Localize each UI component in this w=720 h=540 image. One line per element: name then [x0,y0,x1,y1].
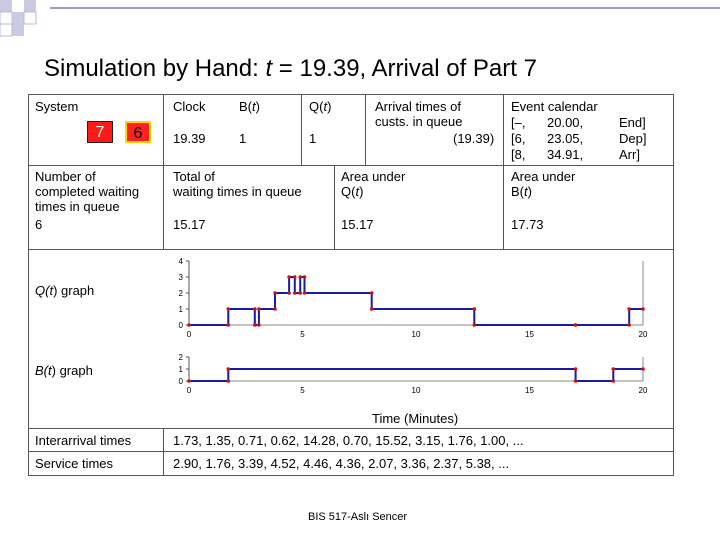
event-row-2-a: [6, [511,131,526,146]
bt-value: 1 [239,131,247,146]
event-calendar-label: Event calendar [511,99,598,114]
data-point [627,307,631,311]
system-label: System [35,99,79,114]
event-row-3-b: 34.91, [547,147,584,162]
data-point [574,367,578,371]
service-label: Service times [35,456,114,471]
service-values: 2.90, 1.76, 3.39, 4.52, 4.46, 4.36, 2.07, 3.36, 2.37, 5.38, ... [173,456,510,471]
y-tick-label: 0 [178,321,183,330]
data-point [287,275,291,279]
x-tick-label: 20 [638,386,648,395]
data-point [187,323,191,327]
y-tick-label: 1 [178,365,183,374]
q-graph-label: Q(t) graph [35,283,95,298]
x-tick-label: 0 [186,386,192,395]
data-point [257,307,261,311]
event-row-1-b: 20.00, [547,115,584,130]
data-point [473,307,477,311]
arrival-label-1: Arrival times of [375,99,461,114]
x-tick-label: 15 [525,330,534,339]
data-point [293,291,297,295]
system-part-yellow: 6 [125,121,151,143]
event-row-2-b: 23.05, [547,131,584,146]
data-point [253,307,257,311]
data-point [287,291,291,295]
data-point [293,275,297,279]
clock-value: 19.39 [173,131,206,146]
data-point [303,275,307,279]
event-row-2-c: Dep] [619,131,647,146]
event-row-1-c: End] [619,115,646,130]
interarrival-label: Interarrival times [35,433,132,448]
data-point [298,275,302,279]
x-tick-label: 10 [411,330,421,339]
data-point [253,323,257,327]
data-point [273,307,277,311]
data-point [370,307,374,311]
data-point [641,307,645,311]
y-tick-label: 4 [178,257,183,266]
clock-label: Clock [173,99,206,114]
x-tick-label: 10 [411,386,421,395]
q-graph [173,255,673,337]
data-point [226,323,230,327]
completed-label-2: completed waiting [35,184,140,199]
area-b-value: 17.73 [511,217,544,232]
x-tick-label: 20 [638,330,648,339]
event-row-3-a: [8, [511,147,526,162]
y-tick-label: 0 [178,377,183,386]
y-tick-label: 2 [178,289,183,298]
series-line [189,277,643,325]
data-point [298,291,302,295]
data-point [473,323,477,327]
event-row-3-c: Arr] [619,147,640,162]
data-point [226,367,230,371]
completed-label-3: times in queue [35,199,120,214]
data-point [574,323,578,327]
data-point [226,379,230,383]
area-b-label-1: Area under [511,169,576,184]
data-point [574,379,578,383]
completed-label-1: Number of [35,169,96,184]
x-tick-label: 5 [300,330,305,339]
system-part-red: 7 [87,121,113,143]
bt-label: B(t) [239,99,260,114]
area-q-value: 15.17 [341,217,374,232]
simulation-table [28,94,674,476]
y-tick-label: 1 [178,305,183,314]
y-tick-label: 3 [178,273,183,282]
data-point [641,367,645,371]
total-wait-value: 15.17 [173,217,206,232]
area-q-label-2: Q(t) [341,184,364,199]
x-tick-label: 5 [300,386,305,395]
data-point [273,291,277,295]
b-graph [173,353,673,405]
area-q-label-1: Area under [341,169,406,184]
total-wait-label-1: Total of [173,169,215,184]
x-tick-label: 15 [525,386,534,395]
area-b-label-2: B(t) [511,184,532,199]
total-wait-label-2: waiting times in queue [173,184,302,199]
x-tick-label: 0 [186,330,192,339]
interarrival-values: 1.73, 1.35, 0.71, 0.62, 14.28, 0.70, 15.52, 3.15, 1.76, 1.00, ... [173,433,524,448]
qt-label: Q(t) [309,99,332,114]
series-line [189,369,643,381]
data-point [187,379,191,383]
x-axis-label: Time (Minutes) [372,411,459,426]
footer-credit: BIS 517-Aslı Sencer [308,511,408,523]
arrival-value: (19.39) [453,131,495,146]
data-point [257,323,261,327]
data-point [226,307,230,311]
data-point [303,291,307,295]
slide-title: Simulation by Hand: t = 19.39, Arrival of Part 7 [44,55,537,82]
data-point [611,379,615,383]
completed-value: 6 [35,217,43,232]
data-point [370,291,374,295]
y-tick-label: 2 [178,353,183,362]
qt-value: 1 [309,131,317,146]
data-point [627,323,631,327]
b-graph-label: B(t) graph [35,363,93,378]
event-row-1-a: [–, [511,115,526,130]
data-point [611,367,615,371]
title-decoration [0,0,720,40]
arrival-label-2: custs. in queue [375,114,463,129]
